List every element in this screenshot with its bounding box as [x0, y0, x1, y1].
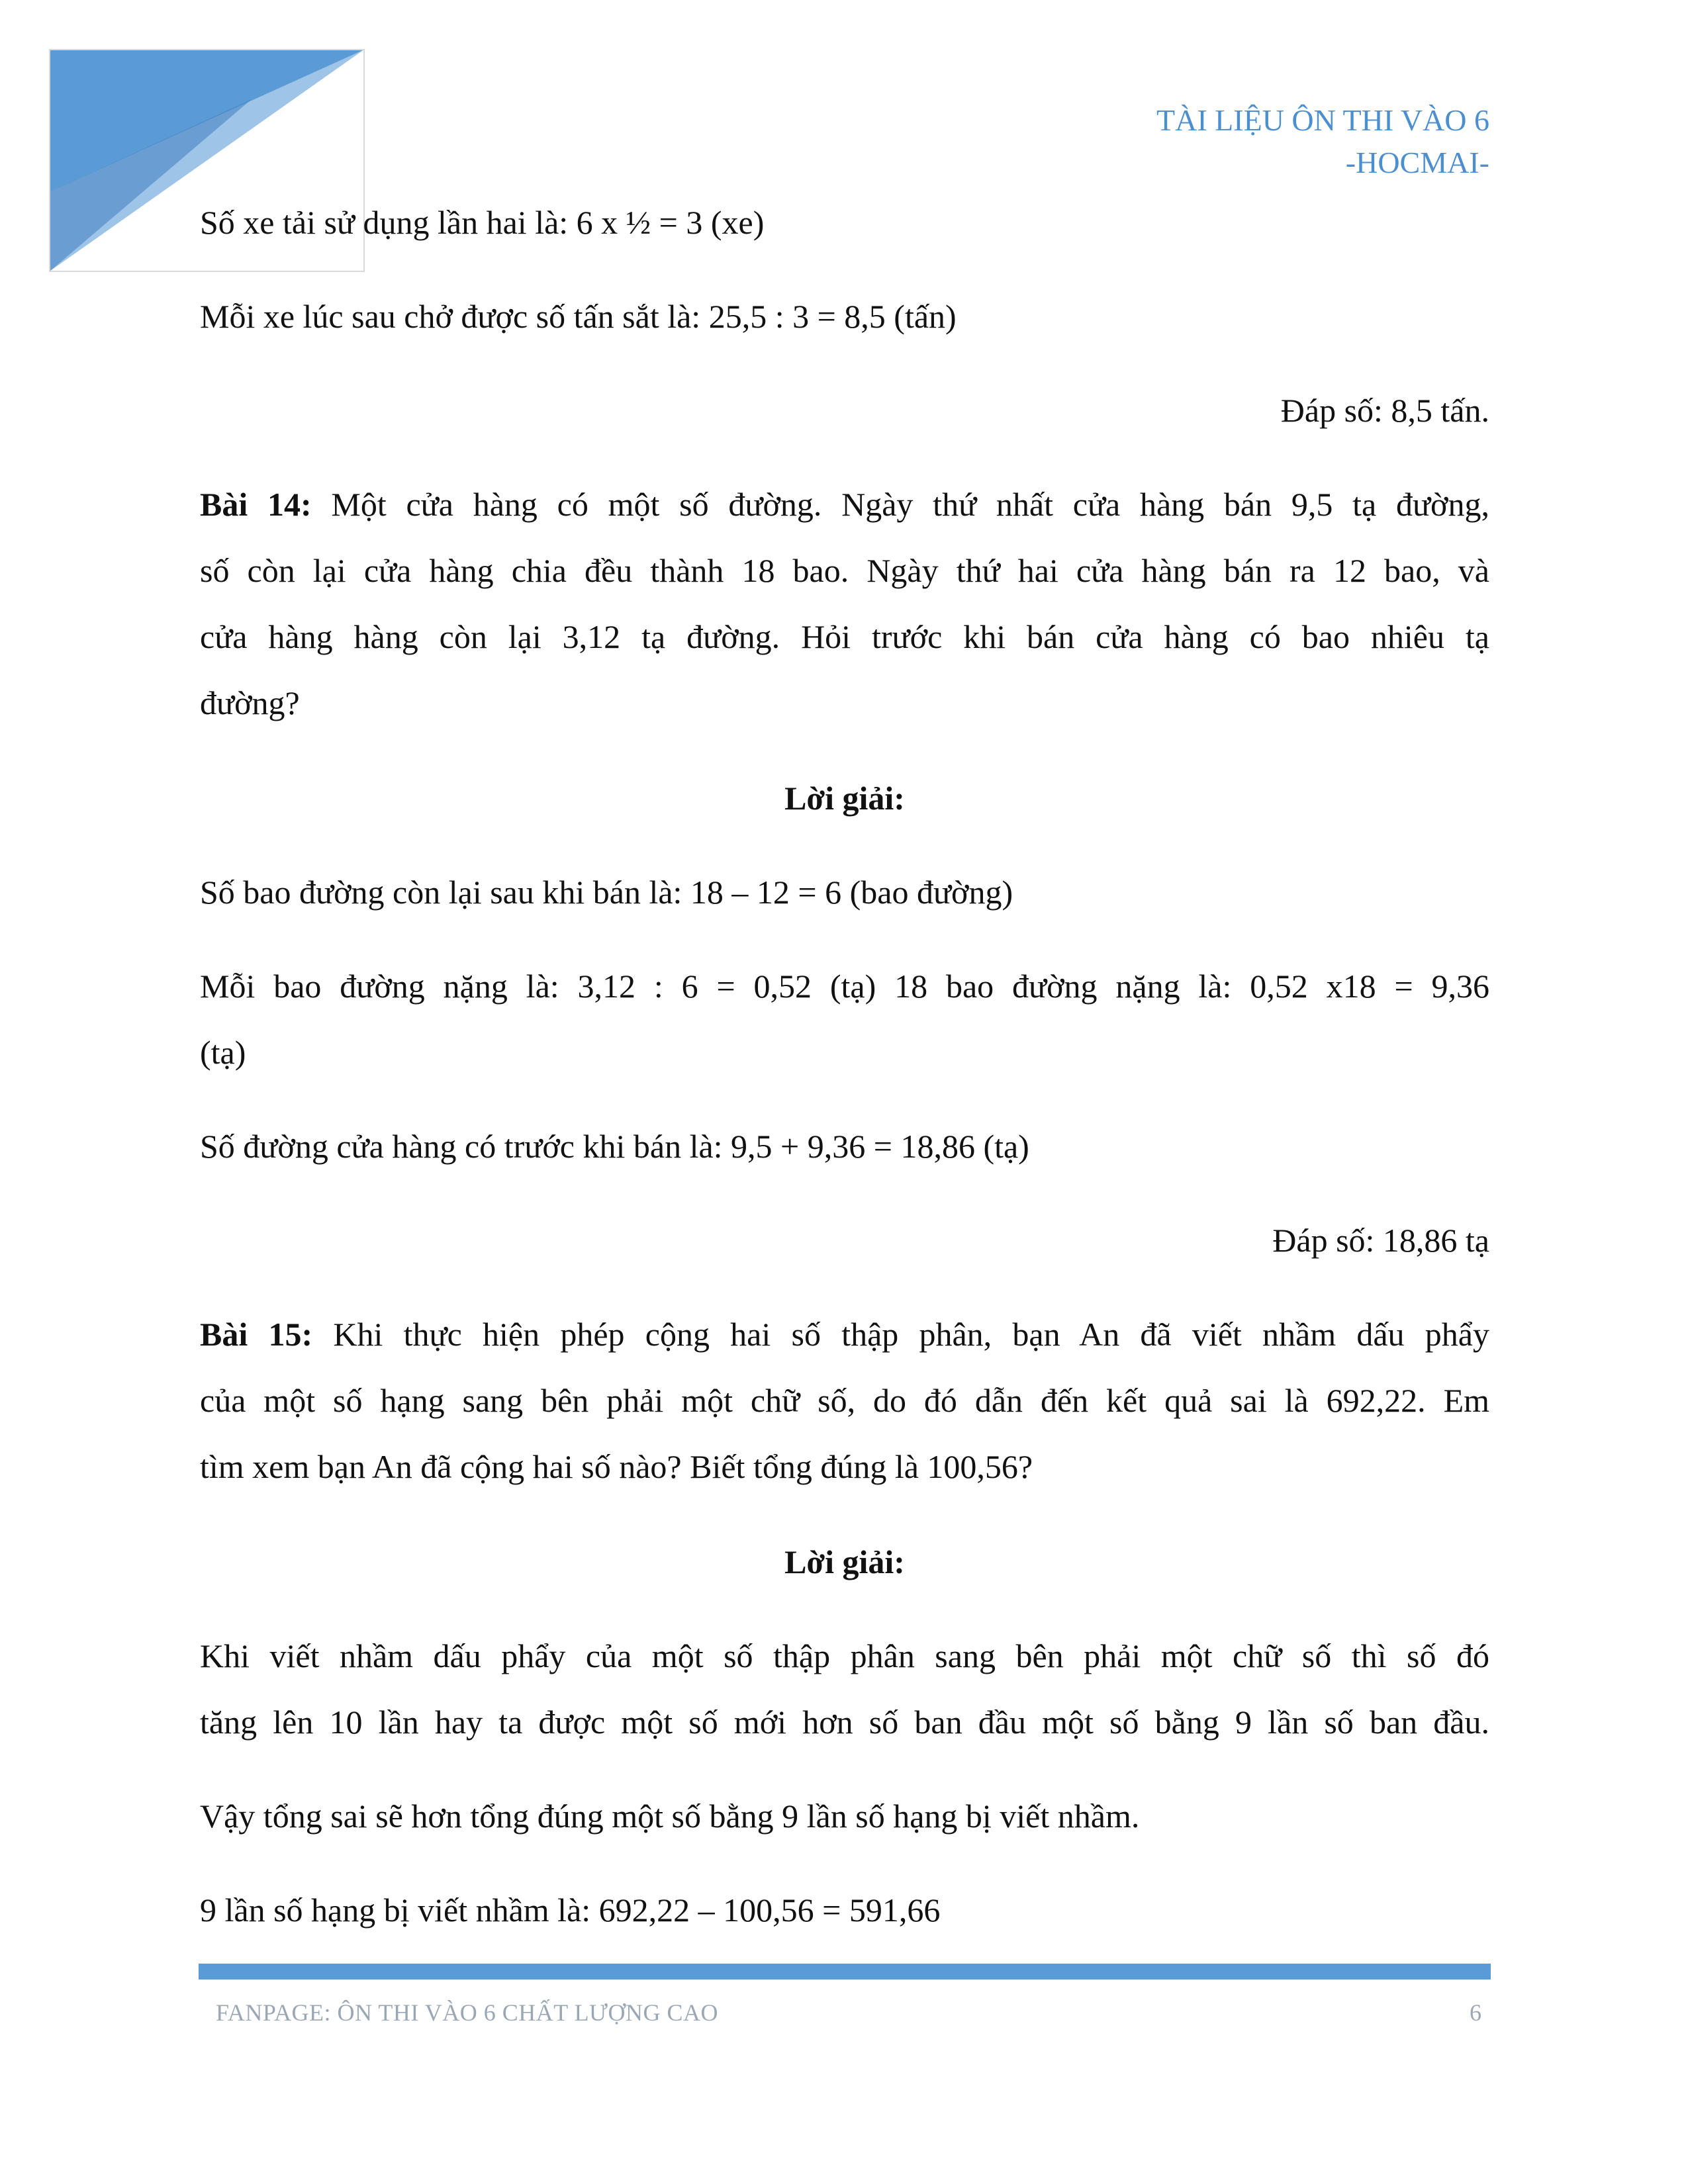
answer-line: Đáp số: 18,86 tạ	[1272, 1222, 1489, 1259]
solution-line: Khi viết nhầm dấu phẩy của một số thập phân sang bên phải một chữ số thì số đó	[200, 1637, 1489, 1674]
problem-14-line: đường?	[200, 684, 300, 721]
solution-line: Số bao đường còn lại sau khi bán là: 18 – 12 = 6 (bao đường)	[200, 874, 1013, 911]
answer-line: Đáp số: 8,5 tấn.	[1280, 392, 1489, 429]
solution-heading: Lời giải:	[784, 780, 905, 817]
problem-14-line: số còn lại cửa hàng chia đều thành 18 bao. Ngày thứ hai cửa hàng bán ra 12 bao, và	[200, 552, 1489, 589]
problem-14-line: Bài 14: Một cửa hàng có một số đường. Ngày thứ nhất cửa hàng bán 9,5 tạ đường,	[200, 486, 1489, 523]
problem-15-line: tìm xem bạn An đã cộng hai số nào? Biết tổng đúng là 100,56?	[200, 1448, 1033, 1485]
corner-decoration	[0, 0, 424, 304]
solution-line: 9 lần số hạng bị viết nhầm là: 692,22 – 100,56 = 591,66	[200, 1891, 941, 1929]
solution-line: Mỗi xe lúc sau chở được số tấn sắt là: 25,5 : 3 = 8,5 (tấn)	[200, 298, 957, 335]
problem-14-label: Bài 14:	[200, 486, 312, 523]
solution-line: tăng lên 10 lần hay ta được một số mới hơn số ban đầu một số bằng 9 lần số ban đầu.	[200, 1704, 1489, 1741]
document-header	[1156, 99, 1489, 184]
solution-heading: Lời giải:	[784, 1543, 905, 1580]
problem-14-line: cửa hàng hàng còn lại 3,12 tạ đường. Hỏi trước khi bán cửa hàng có bao nhiêu tạ	[200, 618, 1489, 655]
header-title: TÀI LIỆU ÔN THI VÀO 6	[1156, 103, 1489, 137]
solution-line: (tạ)	[200, 1034, 246, 1071]
solution-line: Mỗi bao đường nặng là: 3,12 : 6 = 0,52 (tạ) 18 bao đường nặng là: 0,52 x18 = 9,36	[200, 968, 1489, 1005]
solution-line: Vậy tổng sai sẽ hơn tổng đúng một số bằng 9 lần số hạng bị viết nhầm.	[200, 1797, 1140, 1835]
solution-line: Số xe tải sử dụng lần hai là: 6 x ½ = 3 (xe)	[200, 204, 765, 241]
footer-fanpage: FANPAGE: ÔN THI VÀO 6 CHẤT LƯỢNG CAO	[216, 1999, 718, 2026]
solution-line: Số đường cửa hàng có trước khi bán là: 9,5 + 9,36 = 18,86 (tạ)	[200, 1128, 1029, 1165]
header-subtitle: -HOCMAI-	[1345, 146, 1489, 179]
footer-divider	[199, 1964, 1491, 1979]
page-number: 6	[1470, 1999, 1481, 2026]
problem-15-label: Bài 15:	[200, 1316, 313, 1353]
problem-15-line: của một số hạng sang bên phải một chữ số, do đó dẫn đến kết quả sai là 692,22. Em	[200, 1382, 1489, 1419]
problem-15-line: Bài 15: Khi thực hiện phép cộng hai số thập phân, bạn An đã viết nhầm dấu phẩy	[200, 1316, 1489, 1353]
